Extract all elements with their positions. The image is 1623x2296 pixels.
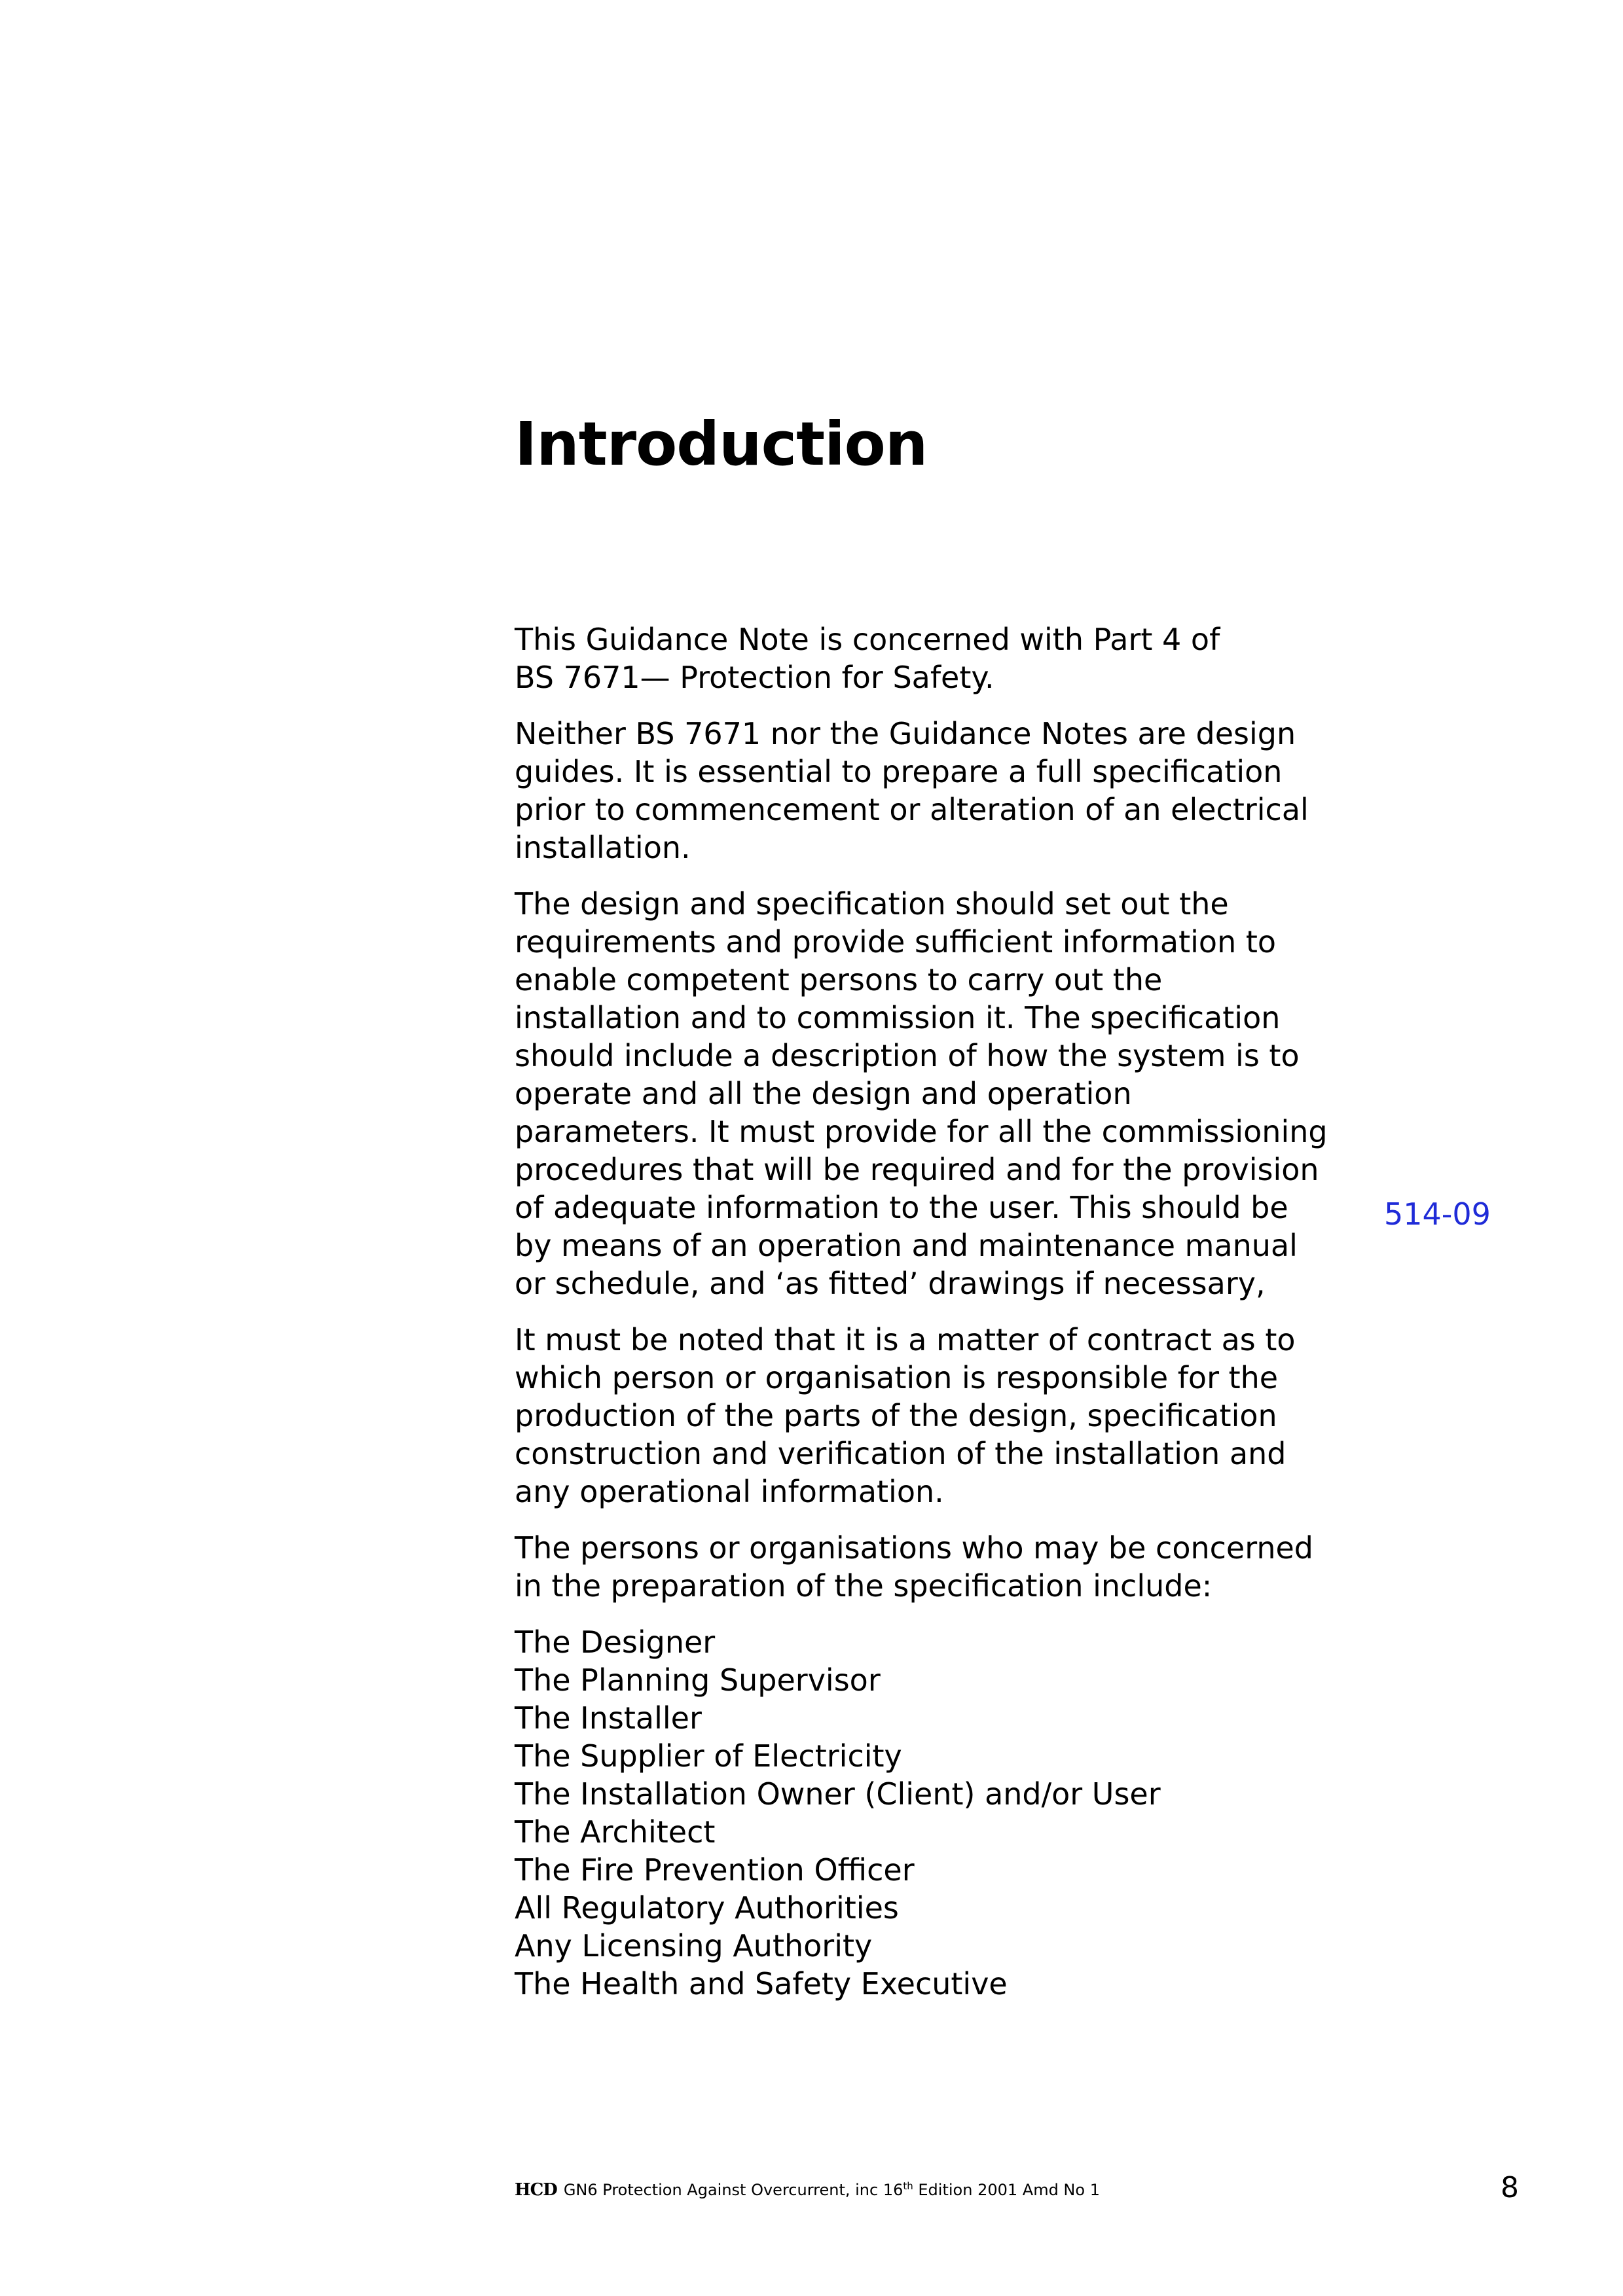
list-item: The Installation Owner (Client) and/or User xyxy=(515,1776,1161,1812)
list-item: The Designer xyxy=(515,1624,716,1660)
list-item: All Regulatory Authorities xyxy=(515,1890,899,1926)
list-item: The Fire Prevention Officer xyxy=(515,1852,915,1888)
list-item: The Supplier of Electricity xyxy=(515,1738,902,1774)
page-number: 8 xyxy=(1501,2171,1519,2204)
regulation-reference-link[interactable]: 514-09 xyxy=(1384,1196,1491,1232)
publisher-logo-icon: HCD xyxy=(515,2180,557,2200)
footer-edition: Edition 2001 Amd No 1 xyxy=(913,2181,1100,2199)
list-item: The Health and Safety Executive xyxy=(515,1966,1008,2001)
paragraph-specification: The design and specification should set out the requirements and provide sufficient information to enable competent persons to carry out the installation and to commission it. The specification should include a description of how the system is to operate and all the design and operation parameters. It must provide for all the commissioning procedures that will be required and for the provision of adequate information to the user. This should be by means of an operation and maintenance manual or schedule, and ‘as fitted’ drawings if necessary, xyxy=(515,886,1328,1301)
footer xyxy=(515,2178,1100,2202)
paragraph-persons: The persons or organisations who may be concerned in the preparation of the specification include: xyxy=(515,1530,1313,1604)
footer-title: GN6 Protection Against Overcurrent, inc 16 xyxy=(563,2181,903,2199)
page-title: Introduction xyxy=(515,409,928,479)
list-item: The Architect xyxy=(515,1814,716,1850)
list-item: Any Licensing Authority xyxy=(515,1928,873,1964)
paragraph-contract: It must be noted that it is a matter of contract as to which person or organisation is responsible for the production of the parts of the design, specification construction and verification of the installation and any operational information. xyxy=(515,1322,1296,1509)
footer-superscript: th xyxy=(903,2180,913,2192)
concerned-parties-list xyxy=(515,1623,1366,2003)
list-item: The Installer xyxy=(515,1700,702,1736)
paragraph-design-guides: Neither BS 7671 nor the Guidance Notes are design guides. It is essential to prepare a full specification prior to commencement or alteration of an electrical installation. xyxy=(515,716,1309,865)
body-column xyxy=(515,620,1366,2003)
list-item: The Planning Supervisor xyxy=(515,1662,881,1698)
paragraph-scope: This Guidance Note is concerned with Part 4 of BS 7671— Protection for Safety. xyxy=(515,622,1220,695)
footer-text xyxy=(564,2178,1100,2202)
